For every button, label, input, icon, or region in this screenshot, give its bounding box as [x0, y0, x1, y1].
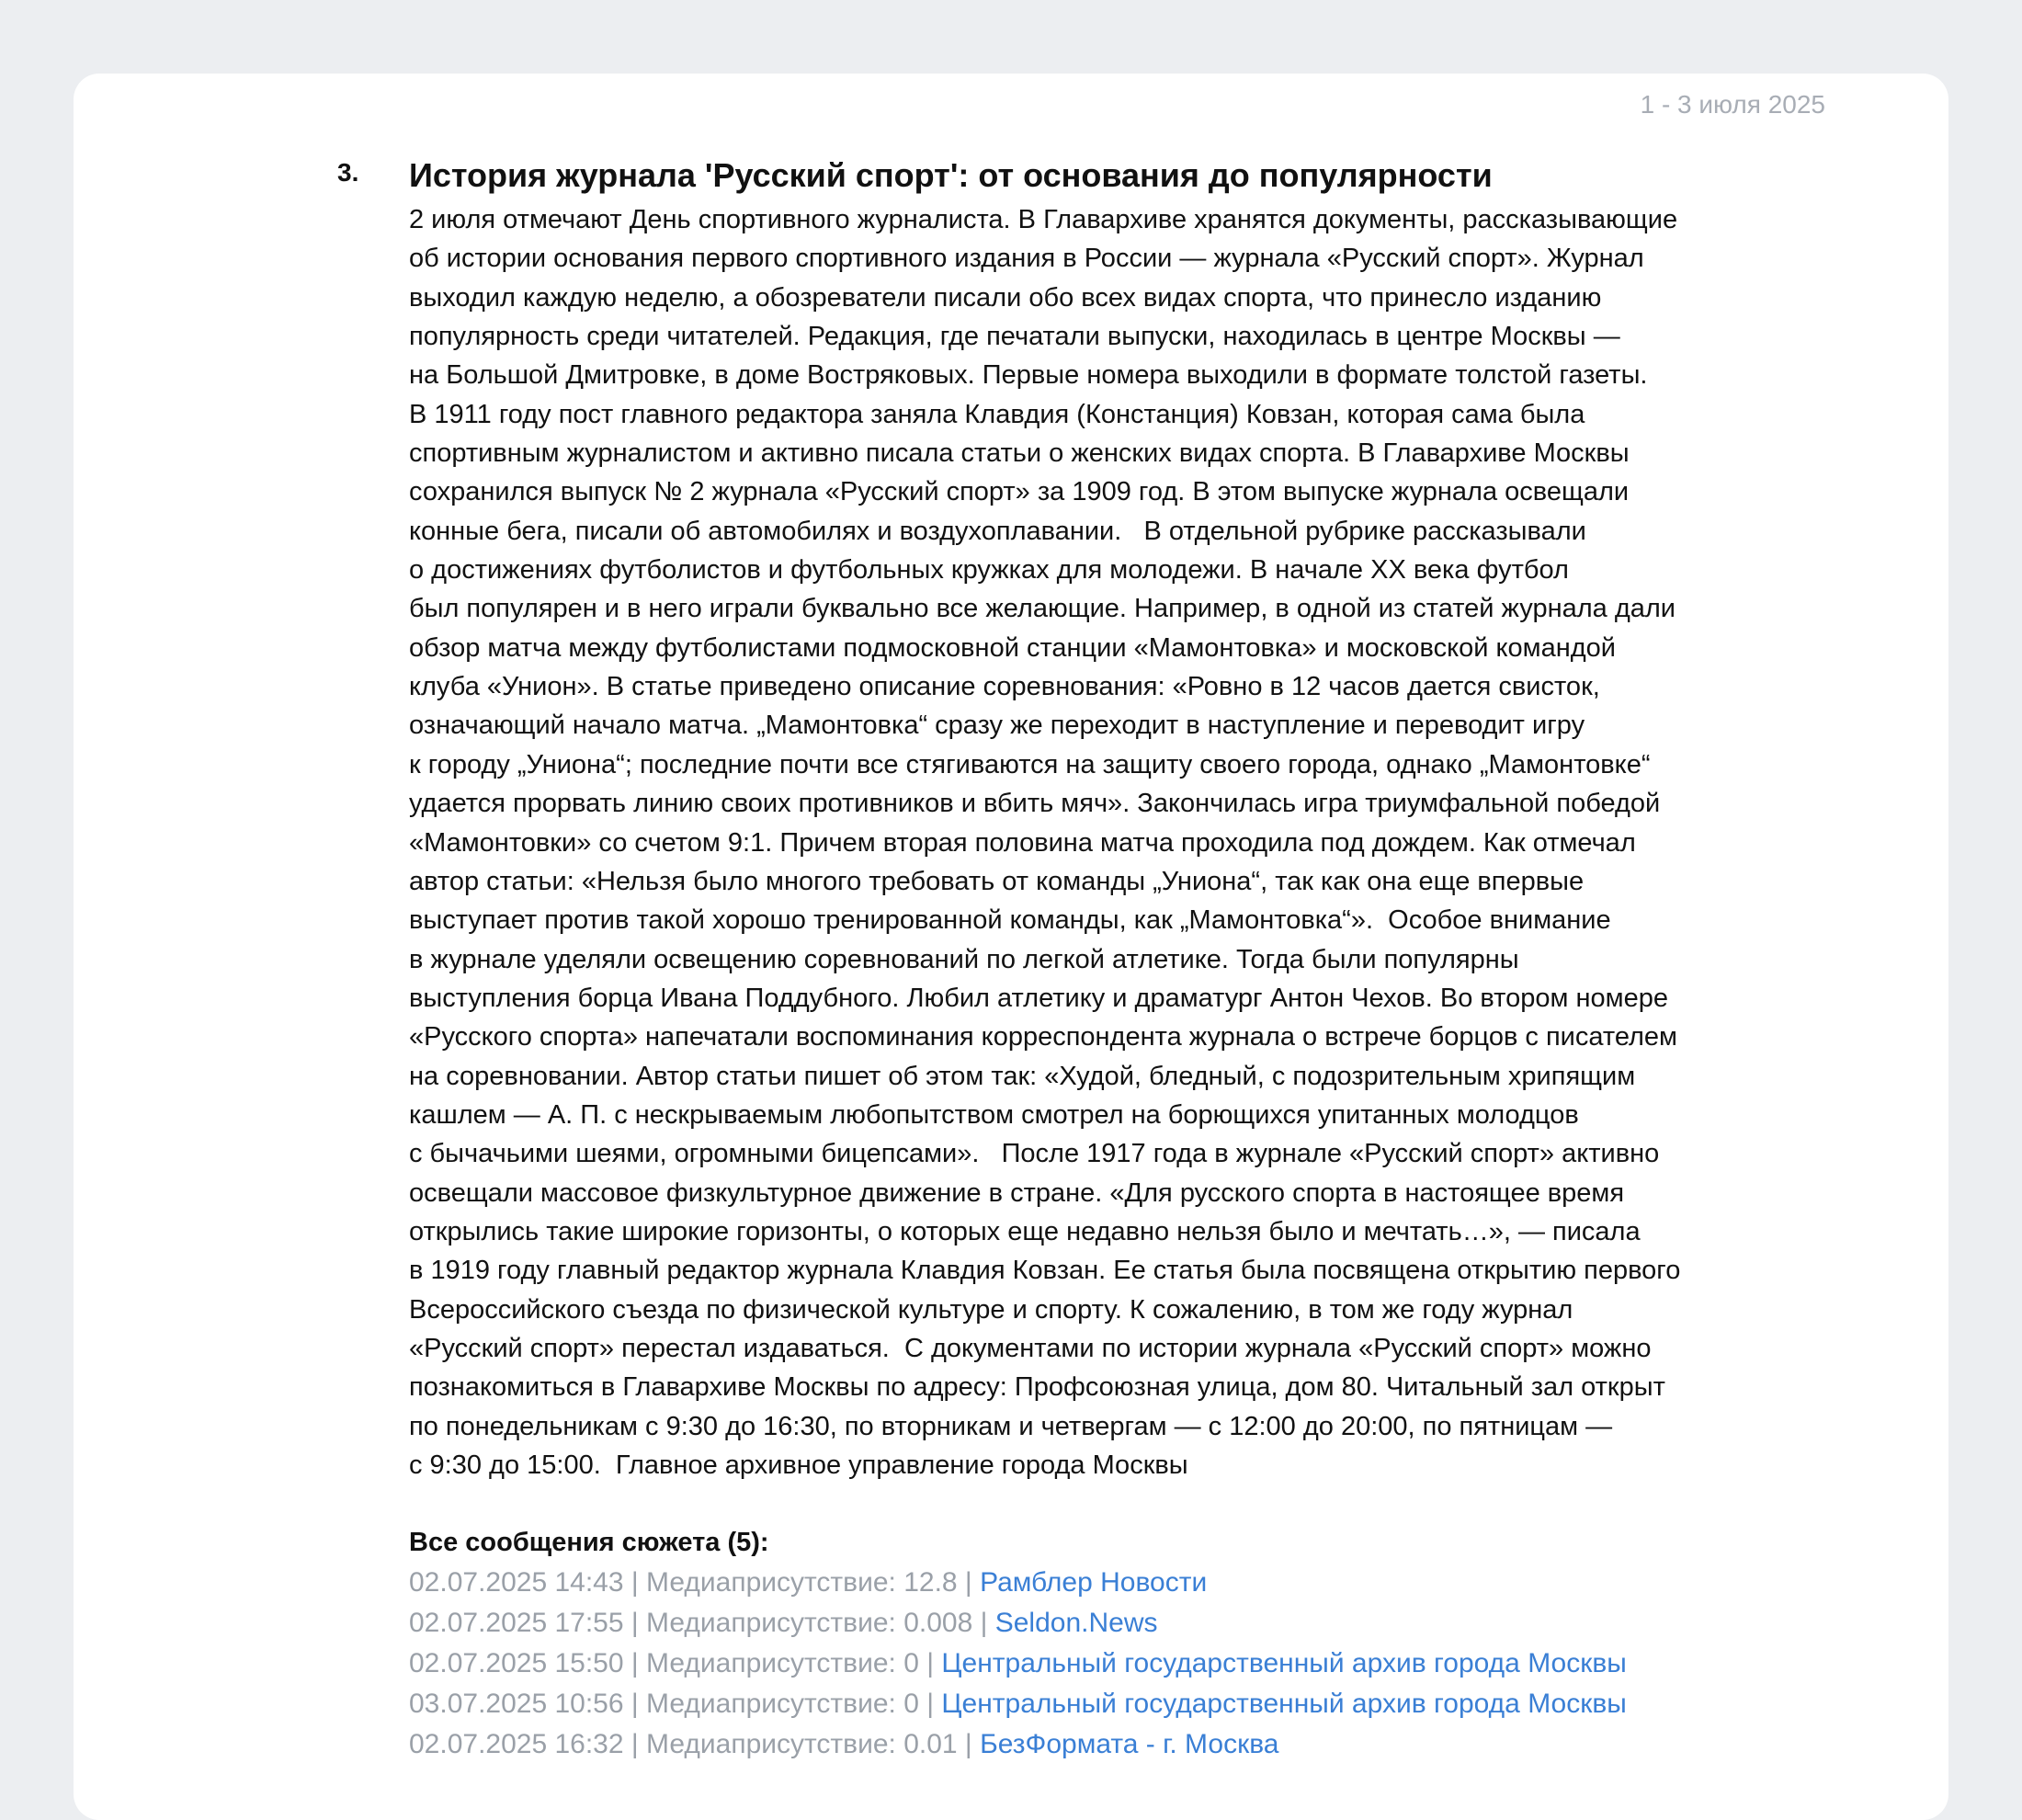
article-body-line: «Русский спорт» перестал издаваться. С документами по истории журнала «Русский спорт» можно [409, 1333, 1652, 1363]
message-source-link[interactable]: Центральный государственный архив города Москвы [941, 1689, 1627, 1720]
article-body-line: автор статьи: «Нельзя было многого требовать от команды „Униона“, так как она еще впервые [409, 866, 1585, 896]
article-title: История журнала 'Русский спорт': от основания до популярности [409, 156, 1493, 194]
message-source-link[interactable]: Seldon.News [994, 1608, 1158, 1639]
message-row [409, 1603, 1880, 1644]
article-body-line: об истории основания первого спортивного издания в России — журнала «Русский спорт». Журнал [409, 244, 1644, 274]
message-source-link[interactable]: БезФормата - г. Москва [980, 1729, 1279, 1760]
article-body-line: выступления борца Ивана Поддубного. Любил атлетику и драматург Антон Чехов. Во втором номере [409, 983, 1668, 1013]
article-body-line: был популярен и в него играли буквально все желающие. Например, в одной из статей журнала дали [409, 594, 1676, 624]
article-body-line: в журнале уделяли освещению соревнований по легкой атлетике. Тогда были популярны [409, 944, 1519, 974]
article-body-line: В 1911 году пост главного редактора заняла Клавдия (Констанция) Ковзан, которая сама была [409, 399, 1585, 429]
article-body-line: клуба «Унион». В статье приведено описание соревнования: «Ровно в 12 часов дается свисток, [409, 672, 1600, 702]
article-body-line: освещали массовое физкультурное движение в стране. «Для русского спорта в настоящее время [409, 1177, 1625, 1208]
article-body-line: обзор матча между футболистами подмосковной станции «Мамонтовка» и московской командой [409, 632, 1616, 663]
message-meta: 02.07.2025 16:32 | Медиаприсутствие: 0.01 | [409, 1729, 981, 1760]
article-body-line: «Русского спорта» напечатали воспоминания корреспондента журнала о встрече борцов с писателем [409, 1022, 1677, 1052]
article-body-line: означающий начало матча. „Мамонтовка“ сразу же переходит в наступление и переводит игру [409, 711, 1585, 741]
article-body-line: на соревновании. Автор статьи пишет об этом так: «Худой, бледный, с подозрительным хрипящим [409, 1061, 1636, 1091]
article-body-line: спортивным журналистом и активно писала статьи о женских видах спорта. В Главархиве Москвы [409, 438, 1630, 469]
article-body-line: на Большой Дмитровке, в доме Востряковых. Первые номера выходили в формате толстой газеты. [409, 360, 1648, 391]
article-body [409, 200, 1880, 1484]
article-body-line: открылись такие широкие горизонты, о которых еще недавно нельзя было и мечтать…», — писала [409, 1216, 1641, 1246]
article-content [409, 154, 1880, 1765]
article-body-line: выступает против такой хорошо тренированной команды, как „Мамонтовка“». Особое внимание [409, 905, 1611, 936]
message-meta: 02.07.2025 15:50 | Медиаприсутствие: 0 | [409, 1648, 942, 1679]
article-body-line: удается прорвать линию своих противников и вбить мяч». Закончилась игра триумфальной победой [409, 789, 1661, 819]
message-row [409, 1684, 1880, 1724]
article-body-line: «Мамонтовки» со счетом 9:1. Причем вторая половина матча проходила под дождем. Как отмечал [409, 827, 1636, 858]
messages-heading: Все сообщения сюжета (5): [409, 1528, 769, 1558]
story-messages [409, 1522, 1880, 1765]
message-row [409, 1724, 1880, 1765]
article-body-line: о достижениях футболистов и футбольных кружках для молодежи. В начале XX века футбол [409, 555, 1569, 586]
article-body-line: по понедельникам с 9:30 до 16:30, по вторникам и четвергам — с 12:00 до 20:00, по пятницам — [409, 1411, 1613, 1441]
message-row [409, 1563, 1880, 1603]
message-row [409, 1644, 1880, 1684]
message-meta: 02.07.2025 14:43 | Медиаприсутствие: 12.8 | [409, 1567, 981, 1598]
article-body-line: сохранился выпуск № 2 журнала «Русский спорт» за 1909 год. В этом выпуске журнала освещали [409, 477, 1630, 507]
article-body-line: кашлем — А. П. с нескрываемым любопытством смотрел на борющихся упитанных молодцов [409, 1099, 1579, 1130]
article-body-line: 2 июля отмечают День спортивного журналиста. В Главархиве хранятся документы, рассказывающие [409, 205, 1678, 234]
message-source-link[interactable]: Рамблер Новости [980, 1567, 1208, 1598]
article-body-line: выходил каждую неделю, а обозреватели писали обо всех видах спорта, что принесло изданию [409, 282, 1602, 313]
message-meta: 02.07.2025 17:55 | Медиаприсутствие: 0.008 | [409, 1608, 995, 1639]
item-number: 3. [337, 158, 359, 187]
report-card [74, 74, 1948, 1820]
article-body-line: к городу „Униона“; последние почти все стягиваются на защиту своего города, однако „Мамонтовке“ [409, 749, 1651, 779]
article-body-line: с бычачьими шеями, огромными бицепсами». После 1917 года в журнале «Русский спорт» активно [409, 1139, 1660, 1169]
article-body-line: с 9:30 до 15:00. Главное архивное управление города Москвы [409, 1450, 1188, 1480]
article-body-line: Всероссийского съезда по физической культуре и спорту. К сожалению, в том же году журнал [409, 1294, 1573, 1325]
message-source-link[interactable]: Центральный государственный архив города Москвы [941, 1648, 1627, 1679]
article-body-line: в 1919 году главный редактор журнала Клавдия Ковзан. Ее статья была посвящена открытию первого [409, 1256, 1681, 1286]
article-body-line: популярность среди читателей. Редакция, где печатали выпуски, находилась в центре Москвы — [409, 322, 1620, 352]
message-meta: 03.07.2025 10:56 | Медиаприсутствие: 0 | [409, 1689, 942, 1720]
article-body-line: конные бега, писали об автомобилях и воздухоплавании. В отдельной рубрике рассказывали [409, 516, 1586, 546]
date-range: 1 - 3 июля 2025 [1640, 90, 1825, 119]
article-body-line: познакомиться в Главархиве Москвы по адресу: Профсоюзная улица, дом 80. Читальный зал открыт [409, 1372, 1665, 1403]
